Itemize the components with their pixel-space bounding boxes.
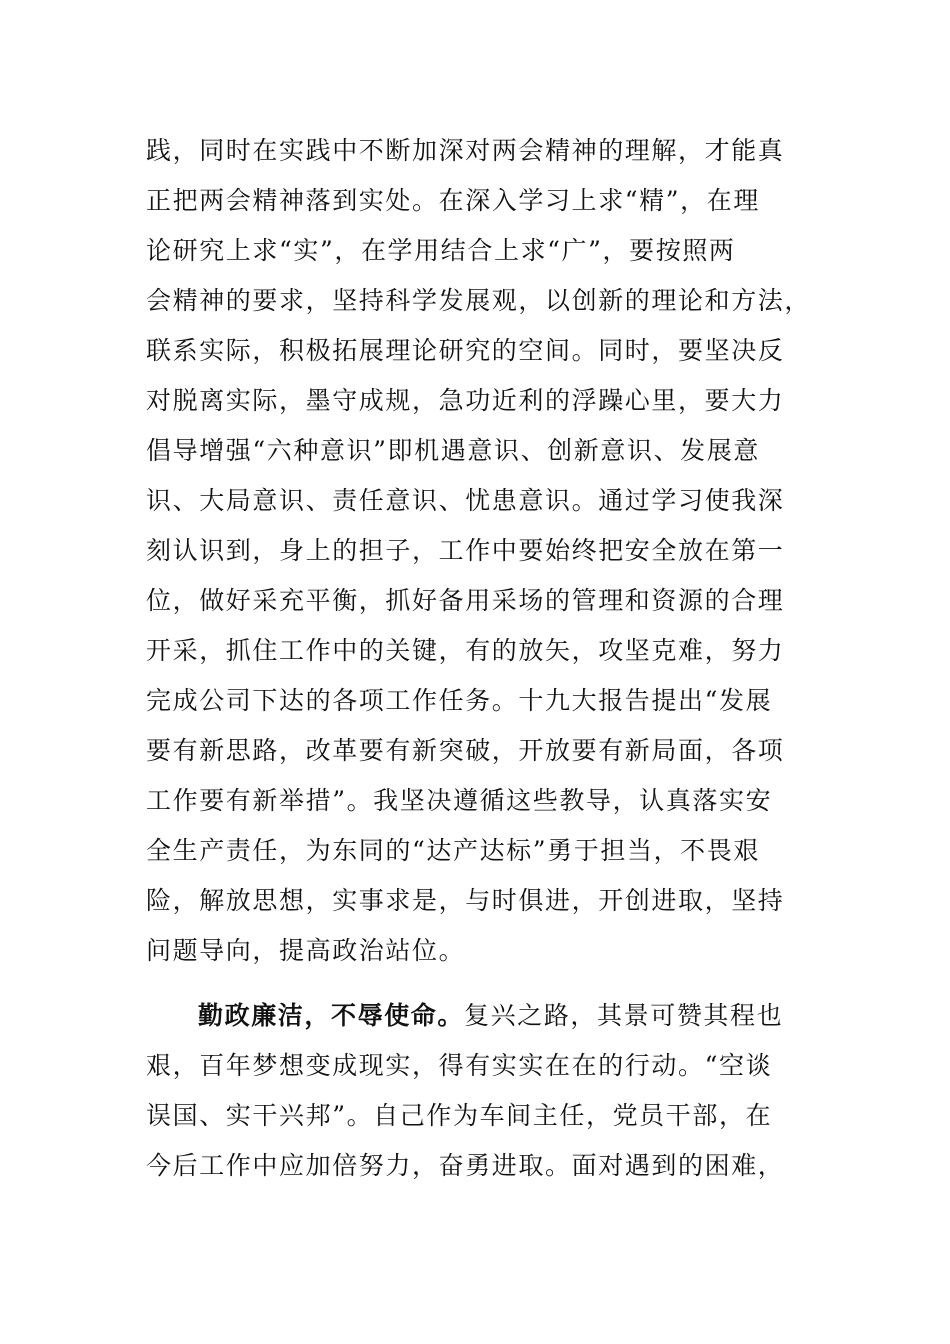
paragraph-1-line-17: 问题导向，提高政治站位。 bbox=[146, 936, 466, 965]
paragraph-1-line-8: 识、大局意识、责任意识、忧患意识。通过学习使我深 bbox=[146, 486, 785, 515]
paragraph-2-line-4: 今后工作中应加倍努力，奋勇进取。面对遇到的困难， bbox=[146, 1151, 785, 1180]
paragraph-1-line-14: 工作要有新举措”。我坚决遵循这些教导，认真落实安 bbox=[146, 786, 773, 815]
paragraph-1-line-7: 倡导增强“六种意识”即机遇意识、创新意识、发展意 bbox=[146, 436, 760, 465]
paragraph-1-line-11: 开采，抓住工作中的关键，有的放矢，攻坚克难，努力 bbox=[146, 636, 785, 665]
paragraph-1-line-15: 全生产责任，为东同的“达产达标”勇于担当，不畏艰 bbox=[146, 836, 760, 865]
paragraph-1-line-12: 完成公司下达的各项工作任务。十九大报告提出“发展 bbox=[146, 686, 773, 715]
paragraph-1-line-2: 正把两会精神落到实处。在深入学习上求“精”，在理 bbox=[146, 186, 760, 215]
paragraph-1-line-16: 险，解放思想，实事求是，与时俱进，开创进取，坚持 bbox=[146, 886, 785, 915]
paragraph-1-line-10: 位，做好采充平衡，抓好备用采场的管理和资源的合理 bbox=[146, 586, 785, 615]
paragraph-2-line-3: 误国、实干兴邦”。自己作为车间主任，党员干部，在 bbox=[146, 1101, 773, 1130]
paragraph-2-heading: 勤政廉洁，不辱使命。 bbox=[198, 1001, 465, 1030]
paragraph-1-line-3: 论研究上求“实”，在学用结合上求“广”，要按照两 bbox=[146, 236, 736, 265]
paragraph-1-line-13: 要有新思路，改革要有新突破，开放要有新局面，各项 bbox=[146, 736, 785, 765]
paragraph-1-line-1: 践，同时在实践中不断加深对两会精神的理解，才能真 bbox=[146, 136, 785, 165]
paragraph-1-line-5: 联系实际，积极拓展理论研究的空间。同时，要坚决反 bbox=[146, 336, 785, 365]
paragraph-1-line-6: 对脱离实际，墨守成规，急功近利的浮躁心里，要大力 bbox=[146, 386, 785, 415]
paragraph-1-line-9: 刻认识到，身上的担子，工作中要始终把安全放在第一 bbox=[146, 536, 785, 565]
paragraph-2-first-line-text: 复兴之路，其景可赞其程也 bbox=[464, 1001, 784, 1030]
paragraph-2-first-line bbox=[198, 996, 796, 1036]
paragraph-1-line-4: 会精神的要求，坚持科学发展观，以创新的理论和方法， bbox=[146, 286, 812, 315]
paragraph-2-line-2: 艰，百年梦想变成现实，得有实实在在的行动。“空谈 bbox=[146, 1051, 773, 1080]
